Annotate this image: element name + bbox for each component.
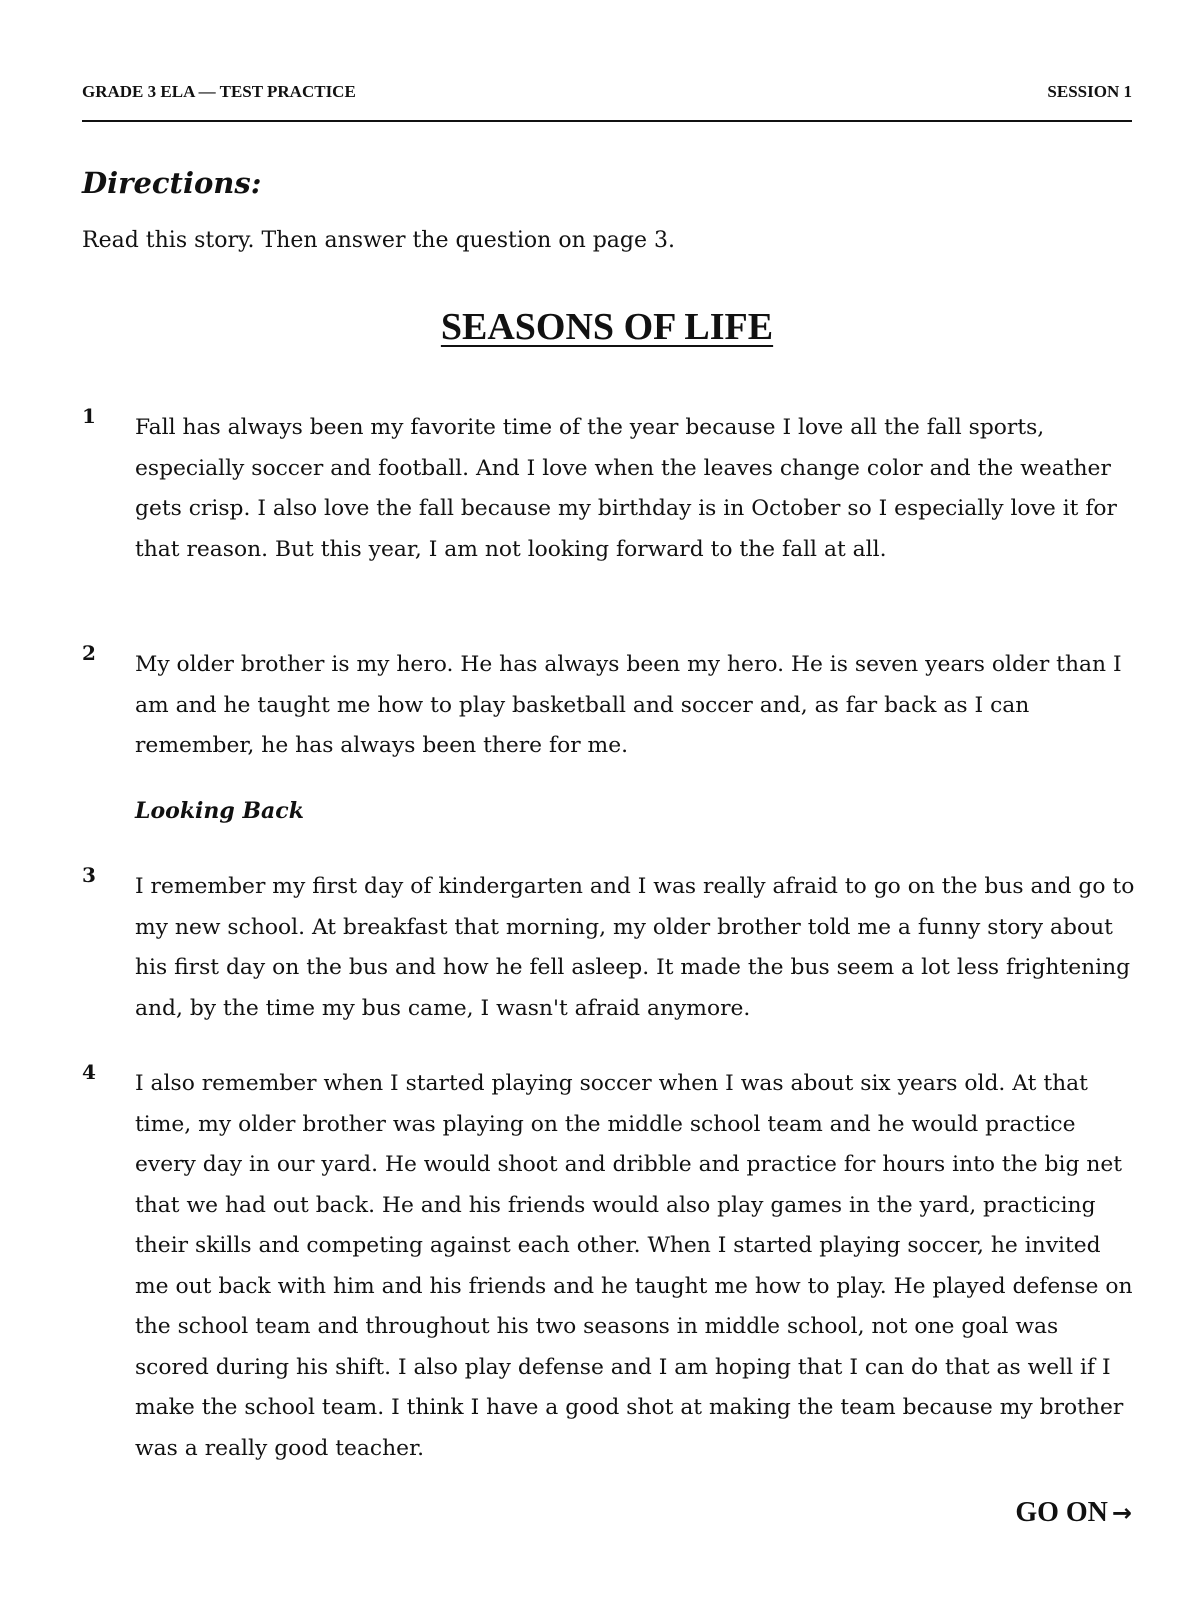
section-subheading: Looking Back xyxy=(135,798,304,824)
go-on-indicator xyxy=(1015,1497,1132,1529)
directions-text: Read this story. Then answer the question on page 3. xyxy=(82,228,676,253)
paragraph-number: 1 xyxy=(82,404,96,428)
paragraph-text: My older brother is my hero. He has always been my hero. He is seven years older than I am and he taught me how to play basketball and soccer and, as far back as I can remember, he has always been there for me. xyxy=(135,652,1122,758)
paragraph-text: Fall has always been my favorite time of the year because I love all the fall sports, especially soccer and football. And I love when the leaves change color and the weather gets crisp. I also love the fall because my birthday is in October so I especially love it for that reason. But this year, I am not looking forward to the fall at all. xyxy=(135,415,1117,562)
paragraph-number: 3 xyxy=(82,863,96,887)
paragraph-number: 4 xyxy=(82,1060,96,1084)
header-title: GRADE 3 ELA — TEST PRACTICE xyxy=(82,82,356,101)
session-label: SESSION 1 xyxy=(1047,82,1132,101)
paragraph-text: I remember my first day of kindergarten and I was really afraid to go on the bus and go to my new school. At breakfast that morning, my older brother told me a funny story about his first day on the bus and how he fell asleep. It made the bus seem a lot less frightening and, by the time my bus came, I wasn't afraid anymore. xyxy=(135,874,1135,1021)
paragraph-text: I also remember when I started playing soccer when I was about six years old. At that time, my older brother was playing on the middle school team and he would practice every day in our yard. He would shoot and dribble and practice for hours into the big net that we had out back. He and his friends would also play games in the yard, practicing their skills and competing against each other. When I started playing soccer, he invited me out back with him and his friends and he taught me how to play. He played defense on the school team and throughout his two seasons in middle school, not one goal was scored during his shift. I also play defense and I am hoping that I can do that as well if I make the school team. I think I have a good shot at making the team because my brother was a really good teacher. xyxy=(135,1071,1133,1461)
page-header xyxy=(82,80,1132,122)
go-on-label: GO ON xyxy=(1015,1497,1108,1528)
paragraph-number: 2 xyxy=(82,641,96,665)
story-title xyxy=(82,305,1132,349)
directions-heading: Directions: xyxy=(82,166,262,200)
arrow-right-icon: → xyxy=(1111,1499,1132,1527)
story-title-text: SEASONS OF LIFE xyxy=(440,306,774,348)
